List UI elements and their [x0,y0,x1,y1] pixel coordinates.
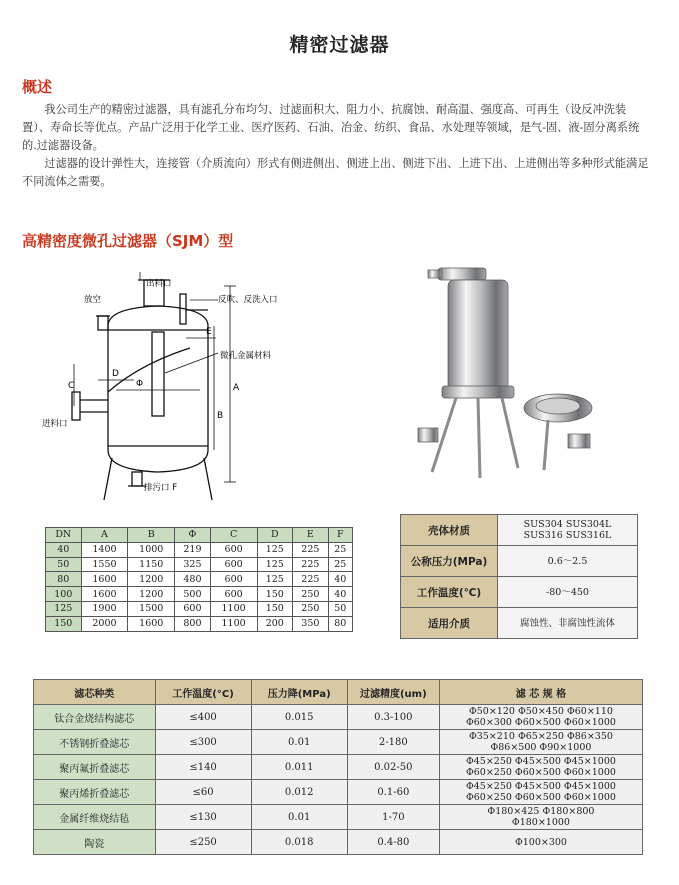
dim-b: B [217,411,224,421]
cartridge-precision: 1-70 [347,805,439,830]
size-line: Φ50×120 Φ50×450 Φ60×110 [468,706,613,717]
cartridge-name: 金属纤维烧结毡 [34,805,156,830]
dimension-header-cell: DN [46,528,82,543]
dimension-cell: 100 [46,587,82,602]
filter-schematic-diagram [40,268,300,508]
dimension-cell: 40 [328,587,352,602]
table-row [34,755,643,780]
dimension-cell: 50 [46,557,82,572]
dimension-header-cell: A [81,528,128,543]
spec-value-line: SUS316 SUS316L [523,530,612,541]
size-line: Φ60×300 Φ60×500 Φ60×1000 [465,717,616,728]
spec-key: 工作温度(℃) [401,577,498,608]
dim-phi: Φ [136,379,144,389]
dimension-table [45,527,353,632]
spec-key: 适用介质 [401,608,498,639]
cartridge-precision: 0.1-60 [347,780,439,805]
dimension-cell: 600 [210,542,257,557]
overview-heading: 概述 [22,78,53,96]
dimension-cell: 219 [175,542,211,557]
dimension-cell: 600 [175,601,211,616]
table-row [34,730,643,755]
spec-value-line: -80～450 [546,586,589,598]
spec-key: 壳体材质 [401,515,498,546]
dimension-cell: 1600 [81,572,128,587]
dimension-header-cell: Φ [175,528,211,543]
spec-value [498,546,638,577]
cartridge-table [33,679,643,855]
label-vent: 放空 [84,295,102,305]
cartridge-pressure-drop: 0.018 [251,830,347,855]
cartridge-name: 陶瓷 [34,830,156,855]
dimension-header-cell: D [257,528,293,543]
dimension-header-cell: F [328,528,352,543]
cartridge-sizes [439,705,642,730]
size-line: Φ180×1000 [511,817,570,828]
table-row [46,601,353,616]
label-inlet: 进料口 [42,419,68,429]
cartridge-header-cell: 滤 芯 规 格 [439,680,642,705]
dimension-cell: 500 [175,587,211,602]
cartridge-pressure-drop: 0.01 [251,805,347,830]
dimension-cell: 1600 [128,616,175,631]
dimension-cell: 1550 [81,557,128,572]
table-row [34,805,643,830]
dimension-cell: 1000 [128,542,175,557]
size-line: Φ45×250 Φ45×500 Φ45×1000 [465,781,616,792]
cartridge-temp: ≤130 [155,805,251,830]
dimension-cell: 125 [46,601,82,616]
table-row [401,546,638,577]
overview-paragraph-1: 我公司生产的精密过滤器，具有滤孔分布均匀、过滤面积大、阻力小、抗腐蚀、耐高温、强度高、可再生（设反冲洗装置）、寿命长等优点。产品广泛用于化学工业、医疗医药、石油、冶金、纺织、食品、水处理等领域，是气-固、液-固分离系统的.过滤器设备。 [22,103,640,152]
page-title: 精密过滤器 [289,34,390,56]
spec-value [498,577,638,608]
table-row [46,542,353,557]
spec-key: 公称压力(MPa) [401,546,498,577]
dimension-header-cell: C [210,528,257,543]
cartridge-pressure-drop: 0.012 [251,780,347,805]
dimension-cell: 125 [257,557,293,572]
dimension-cell: 225 [293,572,329,587]
cartridge-header-cell: 滤芯种类 [34,680,156,705]
spec-value-line: SUS304 SUS304L [523,519,612,530]
dimension-cell: 50 [328,601,352,616]
table-row [34,705,643,730]
dim-e: E [206,327,212,337]
cartridge-sizes [439,755,642,780]
label-outlet: 出料口 [146,279,172,289]
dimension-cell: 80 [328,616,352,631]
dimension-cell: 40 [46,542,82,557]
cartridge-header-row [34,680,643,705]
dimension-cell: 200 [257,616,293,631]
cartridge-header-cell: 压力降(MPa) [251,680,347,705]
dimension-cell: 1200 [128,572,175,587]
dimension-cell: 325 [175,557,211,572]
dimension-cell: 250 [293,587,329,602]
dimension-cell: 600 [210,572,257,587]
table-row [46,616,353,631]
dimension-cell: 80 [46,572,82,587]
table-row [46,572,353,587]
dimension-cell: 250 [293,601,329,616]
cartridge-precision: 2-180 [347,730,439,755]
spec-value-line: 0.6～2.5 [547,555,588,567]
size-line: Φ86×500 Φ90×1000 [490,742,592,753]
size-line: Φ180×425 Φ180×800 [487,806,595,817]
cartridge-precision: 0.3-100 [347,705,439,730]
size-line: Φ60×250 Φ60×500 Φ60×1000 [465,767,616,778]
cartridge-temp: ≤250 [155,830,251,855]
dimension-cell: 600 [210,587,257,602]
dim-a: A [233,383,240,393]
size-line: Φ45×250 Φ45×500 Φ45×1000 [465,756,616,767]
table-row [34,780,643,805]
cartridge-header-cell: 工作温度(°C) [155,680,251,705]
cartridge-name: 钛合金烧结构滤芯 [34,705,156,730]
size-line: Φ35×210 Φ65×250 Φ86×350 [468,731,613,742]
cartridge-precision: 0.4-80 [347,830,439,855]
dimension-cell: 1100 [210,616,257,631]
cartridge-name: 不锈钢折叠滤芯 [34,730,156,755]
cartridge-temp: ≤140 [155,755,251,780]
dimension-cell: 600 [210,557,257,572]
dimension-cell: 125 [257,542,293,557]
spec-table [400,514,638,639]
dimension-cell: 2000 [81,616,128,631]
dimension-cell: 225 [293,557,329,572]
dimension-header-cell: B [128,528,175,543]
cartridge-sizes [439,780,642,805]
sjm-heading: 高精密度微孔过滤器（SJM）型 [22,232,234,250]
dimension-cell: 1400 [81,542,128,557]
cartridge-pressure-drop: 0.015 [251,705,347,730]
dimension-cell: 40 [328,572,352,587]
spec-value [498,515,638,546]
dimension-header-row [46,528,353,543]
overview-text [22,101,654,191]
dimension-cell: 1200 [128,587,175,602]
cartridge-pressure-drop: 0.01 [251,730,347,755]
cartridge-precision: 0.02-50 [347,755,439,780]
overview-paragraph-2: 过滤器的设计弹性大，连接管（介质流向）形式有侧进侧出、侧进上出、侧进下出、上进下出、上进侧出等多种形式能满足不同流体之需要。 [22,157,649,188]
cartridge-temp: ≤400 [155,705,251,730]
spec-value-line: 腐蚀性、非腐蚀性流体 [519,617,615,629]
dimension-cell: 1500 [128,601,175,616]
size-line: Φ60×250 Φ60×500 Φ60×1000 [465,792,616,803]
cartridge-header-cell: 过滤精度(um) [347,680,439,705]
table-row [401,608,638,639]
dimension-cell: 1100 [210,601,257,616]
dimension-cell: 225 [293,542,329,557]
dimension-cell: 25 [328,542,352,557]
cartridge-sizes [439,830,642,855]
cartridge-name: 聚丙烯折叠滤芯 [34,780,156,805]
table-row [401,577,638,608]
dimension-cell: 800 [175,616,211,631]
spec-value [498,608,638,639]
dimension-cell: 350 [293,616,329,631]
table-row [46,557,353,572]
cartridge-sizes [439,730,642,755]
label-backwash: 反吹、反洗入口 [218,295,278,305]
dimension-cell: 1600 [81,587,128,602]
dimension-cell: 150 [257,601,293,616]
size-line: Φ100×300 [514,836,567,848]
dim-d: D [112,369,119,379]
cartridge-temp: ≤300 [155,730,251,755]
cartridge-sizes [439,805,642,830]
dimension-cell: 150 [257,587,293,602]
label-material: 微孔金属材料 [220,351,272,361]
dimension-cell: 25 [328,557,352,572]
table-row [46,587,353,602]
table-row [34,830,643,855]
dimension-cell: 1150 [128,557,175,572]
cartridge-temp: ≤60 [155,780,251,805]
dimension-cell: 480 [175,572,211,587]
filter-product-photo [408,258,608,480]
dim-c: C [68,381,75,391]
table-row [401,515,638,546]
label-drain: 排污口 F [144,483,178,493]
dimension-cell: 1900 [81,601,128,616]
dimension-cell: 125 [257,572,293,587]
dimension-cell: 150 [46,616,82,631]
cartridge-name: 聚丙氟折叠滤芯 [34,755,156,780]
dimension-header-cell: E [293,528,329,543]
cartridge-pressure-drop: 0.011 [251,755,347,780]
